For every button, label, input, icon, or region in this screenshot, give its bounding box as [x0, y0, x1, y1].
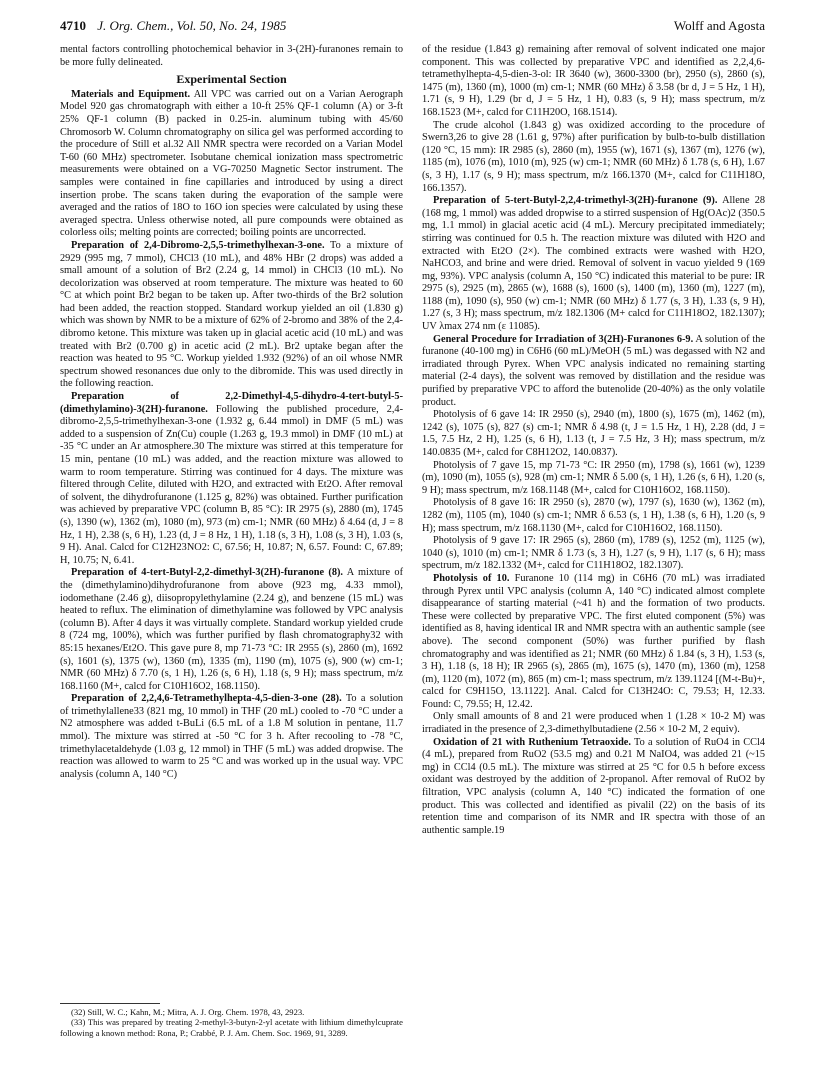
general-text: A solution of the furanone (40-100 mg) in C6H6 (60 mL)/MeOH (5 mL) was degassed with N2 and irradiated through Pyrex. When VPC analysis indicated no remaining starting material (2-4 days), the solvent was removed by distillation and the residue was purified by preparative VPC to afford the butenolide (20-40%) as the only volatile product. — [422, 333, 765, 408]
runin-title-ruthenium: Oxidation of 21 with Ruthenium Tetraoxide. — [433, 736, 631, 748]
photolysis8-paragraph: Photolysis of 8 gave 16: IR 2950 (s), 2870 (w), 1797 (s), 1630 (w), 1362 (m), 1282 (m), 1105 (m), 1040 (s) cm-1; NMR δ 6.53 (s, 1 H), 1.38 (s, 6 H), 1.20 (s, 9 H); mass spectrum, m/z 168.1130 (M+, calcd for C10H16O2, 168.1150). — [422, 497, 765, 534]
running-header — [60, 14, 765, 38]
footnote-32: (32) Still, W. C.; Kahn, M.; Mitra, A. J. Org. Chem. 1978, 43, 2923. — [71, 1007, 305, 1017]
photolysis7-paragraph: Photolysis of 7 gave 15, mp 71-73 °C: IR 2950 (m), 1798 (s), 1661 (w), 1239 (m), 1090 (m), 1055 (s), 928 (m) cm-1; NMR δ 5.00 (s, 1 H), 1.26 (s, 6 H), 1.20 (s, 9 H); mass spectrum, m/z 168.1148 (M+, calcd for C10H16O2, 168.1150). — [422, 459, 765, 496]
oxidation-paragraph: The crude alcohol (1.843 g) was oxidized according to the procedure of Swern3,26 to give 28 (1.61 g, 97%) after purification by bulb-to-bulb distillation (120 °C, 15 mm): IR 2985 (s), 2860 (m), 1955 (w), 1671 (s), 1367 (m), 1276 (w), 1185 (m), 1076 (m), 1010 (m), 925 (w) cm-1; NMR (60 MHz) δ 1.78 (s, 6 H), 1.67 (s, 3 H), 1.17 (s, 9 H); mass spectrum, m/z 166.1370 (M+, calcd for C11H18O, 166.1357). — [422, 119, 765, 194]
photolysis10-paragraph — [422, 573, 765, 712]
furanone9-text: Allene 28 (168 mg, 1 mmol) was added dropwise to a stirred suspension of Hg(OAc)2 (350.5 mg, 1.1 mmol) in glacial acetic acid (4 mL). Mercury precipitated immediately; stirring was continued for 0.5 h. The reaction mixture was diluted with H2O and extracted with Et2O (2×). The combined extracts were washed with H2O, NaHCO3, and brine and were dried. Removal of solvent in vacuo yielded 9 (169 mg, 93%). VPC analysis (column A, 150 °C) indicated this material to be pure: IR 2975 (s), 2925 (m), 2865 (w), 1688 (s), 1600 (s), 1400 (m), 1360 (m), 1227 (m), 1188 (m), 1090 (s), 950 (w) cm-1; NMR (60 MHz) δ 1.77 (s, 3 H), 1.33 (s, 9 H), 1.27 (s, 3 H); mass spectrum, m/z 182.1306 (M+ calcd for C11H18O2, 182.1307); UV λmax 274 nm (ε 11085). — [422, 195, 765, 333]
dibromo-paragraph — [60, 240, 403, 391]
dienone28-paragraph — [60, 693, 403, 781]
footnotes — [60, 1003, 403, 1038]
right-column — [422, 44, 765, 837]
ruthenium-text: To a solution of RuO4 in CCl4 (4 mL), prepared from RuO2 (53.5 mg) and 0.21 M NaIO4, was added 21 (~15 mg) in CCl4 (0.5 mL). The mixture was stirred at 25 °C for 0.5 h before excess oxidant was destroyed by the addition of 2-propanol. After removal of RuO2 by filtration, VPC analysis (column A, 140 °C) indicated the formation of one product. This was collected and identified as pivalil (22) on the basis of its retention time and comparison of its NMR and IR spectra with those of an authentic sample.19 — [422, 736, 765, 836]
left-column — [60, 44, 403, 781]
dibromo-text: To a mixture of 2929 (995 mg, 7 mmol), CHCl3 (10 mL), and 48% HBr (2 drops) was added a small amount of a solution of Br2 (2.24 g, 14 mmol) in CHCl3 (10 mL). No decolorization was observed at room temperature. The mixture was heated to 60 °C at which point Br2 began to be taken up. After two-thirds of the Br2 solution had been added, the reaction stopped. Standard workup yielded an oil (1.830 g) which was shown by NMR to be a mixture of 62% of 2-bromo and 38% of the 2,4-dibromo ketone. This mixture was taken up in glacial acetic acid (10 mL) and was treated with Br2 (0.700 g) in acetic acid (2 mL). Br2 uptake began after the reaction was heated to 95 °C. Workup yielded 1.932 (92%) of an oil whose NMR spectrum showed resonances due only to the dibromide. This was used directly in the following reaction. — [60, 239, 403, 390]
materials-text: All VPC was carried out on a Varian Aerograph Model 920 gas chromatograph with either a 10-ft 25% QF-1 column (A) or 3-ft 25% QF-1 column (B) packed in 0.25-in. aluminum tubing with 45/60 Chromosorb W. Column chromatography on silica gel was performed according to the procedure of Still et al.32 All NMR spectra were recorded on a Varian Model T-60 (60 MHz) spectrometer. Isobutane chemical ionization mass spectrometric measurements were obtained on a VG-70250 Magnetic Sector instrument. The samples were contained in fine capillaries and introduced by using a direct insertion probe. The scans taken during the evaporation of the sample were averaged and the ratios of 18O to 16O ion species were calculated by using these averaged spectra. Unless otherwise noted, all pure compounds were obtained as colorless oils; melting points are corrected; boiling points are uncorrected. — [60, 88, 403, 239]
photolysis6-paragraph: Photolysis of 6 gave 14: IR 2950 (s), 2940 (m), 1800 (s), 1675 (m), 1462 (m), 1242 (s), 1075 (s), 827 (s) cm-1; NMR δ 4.98 (t, J = 1.5 Hz, 1 H), 2.28 (dd, J = 1.5, 7.5 Hz, 2 H), 1.25 (s, 6 H), 1.13 (t, J = 7.5 Hz, 3 H); mass spectrum, m/z 140.0835 (M+, calcd for C8H12O2, 140.0837). — [422, 409, 765, 458]
runin-title-furanone8: Preparation of 4-tert-Butyl-2,2-dimethyl-3(2H)-furanone (8). — [71, 567, 343, 579]
furanone8-paragraph — [60, 567, 403, 693]
page-number: 4710 — [60, 18, 86, 33]
runin-title-materials: Materials and Equipment. — [71, 88, 191, 100]
runin-title-dihydrofuranone: Preparation of 2,2-Dimethyl-4,5-dihydro-4-tert-butyl-5-(dimethylamino)-3(2H)-furanone. — [60, 391, 403, 415]
materials-paragraph — [60, 89, 403, 240]
furanone8-text: A mixture of the (dimethylamino)dihydrofuranone from above (923 mg, 4.33 mmol), iodomethane (2.46 g), diisopropylethylamine (2.24 g), and benzene (15 mL) was heated to reflux. The elimination of dimethylamine was followed by VPC analysis (column B). After 4 days it was virtually complete. Standard workup yielded crude 8 (724 mg, 100%), which was further purified by flash chromatography32 with 85:15 hexanes/Et2O. This gave pure 8, mp 71-73 °C: IR 2955 (s), 2860 (m), 1692 (s), 1601 (s), 1375 (w), 1360 (m), 1335 (m), 1190 (m), 1075 (s), 900 (w) cm-1; NMR (60 MHz) δ 7.70 (s, 1 H), 1.26 (s, 6 H), 1.18 (s, 9 H); mass spectrum, m/z 168.1160 (M+, calcd for C10H16O2, 168.1150). — [60, 567, 403, 692]
section-heading-experimental: Experimental Section — [176, 72, 287, 87]
footnote-rule — [60, 1003, 160, 1004]
running-authors: Wolff and Agosta — [673, 18, 765, 33]
dienone28-text: To a solution of trimethylallene33 (821 mg, 10 mmol) in THF (20 mL) cooled to -70 °C under a N2 atmosphere was added t-BuLi (6.5 mL of a 1.8 M solution in pentane, 11.7 mmol). The mixture was stirred at -50 °C for 3 h. After recooling to -78 °C, trimethylacetaldehyde (1.03 g, 12 mmol) in THF (5 mL) was added dropwise. The reaction was allowed to warm to 25 °C and was worked up in the usual way. VPC analysis (column A, 140 °C) — [60, 693, 403, 780]
photolysis9-paragraph: Photolysis of 9 gave 17: IR 2965 (s), 2860 (m), 1789 (s), 1252 (m), 1125 (w), 1040 (s), 1010 (m) cm-1; NMR δ 1.73 (s, 3 H), 1.27 (s, 9 H), 1.17 (s, 6 H); mass spectrum, m/z 182.1332 (M+, calcd for C11H18O2, 182.1307). — [422, 535, 765, 572]
runin-title-dibromo: Preparation of 2,4-Dibromo-2,5,5-trimethylhexan-3-one. — [71, 239, 325, 251]
journal-citation: J. Org. Chem., Vol. 50, No. 24, 1985 — [97, 18, 287, 33]
runin-title-furanone9: Preparation of 5-tert-Butyl-2,2,4-trimethyl-3(2H)-furanone (9). — [433, 195, 718, 207]
dihydrofuranone-paragraph — [60, 391, 403, 567]
dihydrofuranone-text: Following the published procedure, 2,4-dibromo-2,5,5-trimethylhexan-3-one (1.932 g, 6.44 mmol) in DMF (5 mL) was added to a suspension of Zn(Cu) couple (1.263 g, 19.3 mmol) in DMF (10 mL) at -35 °C under an Ar atmosphere.30 The mixture was stirred at this temperature for 15 min, pentane (10 mL) was added, and the reaction mixture was allowed to warm to room temperature. Stirring was continued for 4 days. The mixture was filtered through Celite, diluted with H2O, and extracted with Et2O. After removal of solvent, the dihydrofuranone (1.125 g, 82%) was obtained. Further purification was achieved by preparative VPC (column B, 85 °C): IR 2975 (s), 2880 (m), 1745 (s), 1390 (w), 1362 (m), 1080 (m), 973 (m) cm-1; NMR (60 MHz) δ 4.64 (d, J = 8 Hz, 1 H), 2.38 (s, 6 H), 1.23 (d, J = 8 Hz, 1 H), 1.18 (s, 3 H), 1.08 (s, 3 H), 1.03 (s, 9 H). Anal. Calcd for C12H23NO2: C, 67.56; H, 10.87; N, 6.57. Found: C, 67.89; H, 10.75; N, 6.41. — [60, 403, 403, 566]
runin-title-dienone28: Preparation of 2,2,4,6-Tetramethylhepta-4,5-dien-3-one (28). — [71, 693, 342, 705]
runin-title-photolysis10: Photolysis of 10. — [433, 572, 510, 584]
footnote-33: (33) This was prepared by treating 2-methyl-3-butyn-2-yl acetate with lithium dimethylcuprate following a known method: Rona, P.; Crabbé, P. J. Am. Chem. Soc. 1969, 91, 3289. — [60, 1017, 403, 1038]
ruthenium-paragraph — [422, 737, 765, 838]
general-procedure-paragraph — [422, 334, 765, 410]
only-small-paragraph: Only small amounts of 8 and 21 were produced when 1 (1.28 × 10-2 M) was irradiated in the presence of 2,3-dimethylbutadiene (2.56 × 10-2 M, 2 equiv). — [422, 711, 765, 736]
runin-title-general: General Procedure for Irradiation of 3(2H)-Furanones 6-9. — [433, 333, 694, 345]
intro-tail-paragraph: mental factors controlling photochemical behavior in 3-(2H)-furanones remain to be more fully delineated. — [60, 44, 403, 68]
photolysis10-text: Furanone 10 (114 mg) in C6H6 (70 mL) was irradiated through Pyrex until VPC analysis (column A, 140 °C) indicated almost complete disappearance of starting material (~41 h) and the formation of two products. These were collected by preparative VPC. The first eluted component (5%) was identified as 8, having identical IR and NMR spectra with an authentic sample (see above). The second component (50%) was further purified by flash chromatography and was identified as 21; NMR (60 MHz) δ 1.84 (s, 3 H), 1.53 (s, 3 H), 1.18 (s, 18 H); IR 2965 (s), 2865 (m), 1675 (s), 1470 (m), 1360 (m), 1258 (m), 1120 (m), 1072 (m), 865 (m) cm-1; mass spectrum, m/z 139.1124 [(M-t-Bu)+, calcd for C9H15O, 13.1122]. Anal. Calcd for C13H24O: C, 79.53; H, 12.33. Found: C, 79.55; H, 12.42. — [422, 572, 765, 710]
continuation-paragraph: of the residue (1.843 g) remaining after removal of solvent indicated one major component. This was collected by preparative VPC and identified as 2,2,4,6-tetramethylhepta-4,5-dien-3-ol: IR 3640 (w), 3600-3300 (br), 2950 (s), 2860 (s), 1475 (m), 1360 (m), 1000 (m) cm-1; NMR (60 MHz) δ 3.58 (br d, J = 5 Hz, 1 H), 1.71 (s, 9 H), 1.29 (br d, J = 5 Hz, 1 H), 0.83 (s, 9 H); mass spectrum, m/z 168.1523 (M+, calcd for C11H20O, 168.1514). — [422, 44, 765, 118]
furanone9-paragraph — [422, 195, 765, 334]
